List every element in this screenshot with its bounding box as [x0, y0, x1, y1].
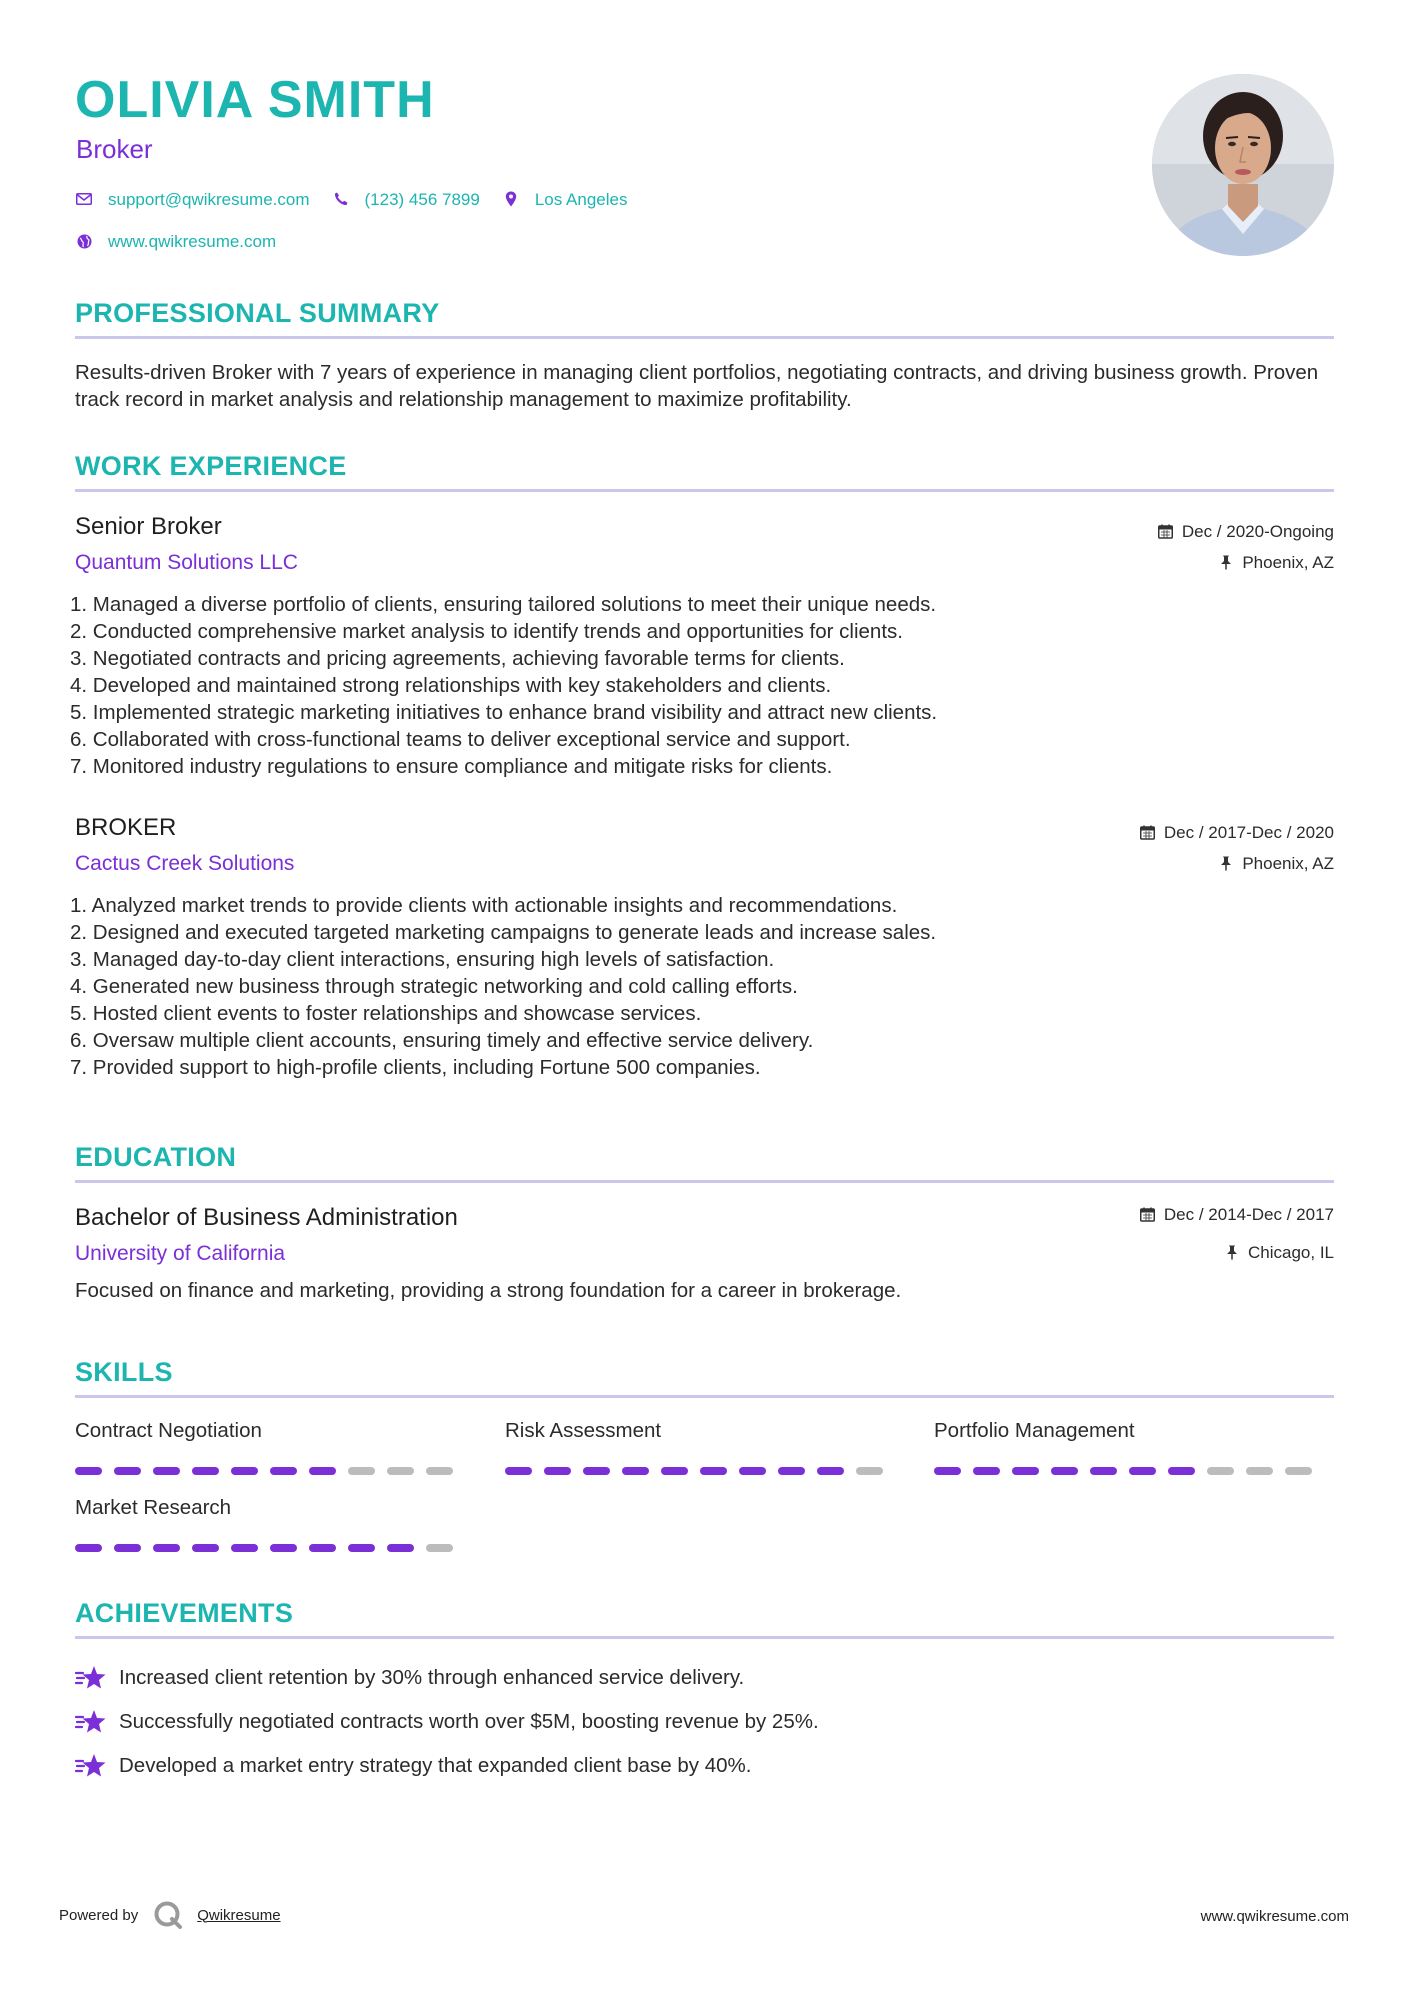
skill-name: Market Research [75, 1496, 232, 1519]
skill-level-segment [231, 1467, 258, 1475]
skill-level-segment [661, 1467, 688, 1475]
job-location-text: Phoenix, AZ [1242, 854, 1334, 873]
skill-level-segment [1285, 1467, 1312, 1475]
skill-level-segment [1246, 1467, 1273, 1475]
summary-heading: PROFESSIONAL SUMMARY [75, 298, 440, 328]
achievement-item [75, 1752, 751, 1780]
skill-level-segment [739, 1467, 766, 1475]
job-location-text: Phoenix, AZ [1242, 553, 1334, 572]
school-name: University of California [75, 1242, 286, 1265]
section-divider [75, 489, 1334, 492]
job-dates-text: Dec / 2017-Dec / 2020 [1163, 823, 1334, 842]
globe-icon [75, 232, 93, 250]
section-divider [75, 1636, 1334, 1639]
candidate-name: OLIVIA SMITH [75, 71, 435, 129]
section-divider [75, 336, 1334, 339]
skill-level-segment [1129, 1467, 1156, 1475]
list-item: 5. Implemented strategic marketing initiatives to enhance brand visibility and attract new clients. [70, 701, 938, 724]
list-item: 6. Oversaw multiple client accounts, ensuring timely and effective service delivery. [70, 1029, 814, 1052]
list-item: 2. Designed and executed targeted marketing campaigns to generate leads and increase sales. [70, 921, 937, 944]
profile-photo [1152, 74, 1334, 256]
education-heading: EDUCATION [75, 1142, 237, 1172]
skill-level-segment [505, 1467, 532, 1475]
contact-row [75, 190, 649, 208]
footer-powered-by [59, 1900, 281, 1930]
skill-name: Portfolio Management [934, 1419, 1135, 1442]
skills-heading: SKILLS [75, 1357, 173, 1387]
star-icon [75, 1752, 107, 1780]
skill-level-segment [387, 1467, 414, 1475]
list-item: 2. Conducted comprehensive market analysis to identify trends and opportunities for clients. [70, 620, 903, 643]
achievement-item [75, 1664, 744, 1692]
list-item: 1. Managed a diverse portfolio of clients, ensuring tailored solutions to meet their unique needs. [70, 593, 937, 616]
location-text: Los Angeles [534, 189, 628, 209]
pushpin-icon [1218, 555, 1234, 571]
summary-text: Results-driven Broker with 7 years of experience in managing client portfolios, negotiating contracts, and driving business growth. Proven track record in market analysis and relationship management to maximize profitability. [75, 361, 1319, 411]
skill-level-segment [114, 1467, 141, 1475]
skill-level-segment [270, 1544, 297, 1552]
website-link[interactable]: www.qwikresume.com [108, 231, 277, 251]
skill-level-segment [934, 1467, 961, 1475]
skill-level-segment [309, 1467, 336, 1475]
job-title: BROKER [75, 814, 177, 841]
phone-icon [332, 190, 350, 208]
skill-level-segment [544, 1467, 571, 1475]
achievement-text: Developed a market entry strategy that expanded client base by 40%. [119, 1753, 752, 1777]
job-bullets [70, 591, 1270, 780]
skill-level-segment [192, 1544, 219, 1552]
list-item: 3. Negotiated contracts and pricing agreements, achieving favorable terms for clients. [70, 647, 845, 670]
company-name: Quantum Solutions LLC [75, 551, 298, 574]
job-dates [1140, 824, 1334, 841]
skill-level-segment [348, 1544, 375, 1552]
skill-level-segment [75, 1467, 102, 1475]
skill-level-bar [934, 1467, 1312, 1475]
list-item: 7. Monitored industry regulations to ensure compliance and mitigate risks for clients. [70, 755, 833, 778]
skill-level-segment [622, 1467, 649, 1475]
list-item: 7. Provided support to high-profile clients, including Fortune 500 companies. [70, 1056, 761, 1079]
skill-level-segment [348, 1467, 375, 1475]
star-icon [75, 1664, 107, 1692]
skill-level-segment [700, 1467, 727, 1475]
job-location [1218, 554, 1334, 571]
qwikresume-link[interactable]: Qwikresume [197, 1906, 281, 1924]
company-name: Cactus Creek Solutions [75, 852, 295, 875]
education-dates [1140, 1206, 1334, 1223]
education-location [1224, 1244, 1334, 1261]
education-description: Focused on finance and marketing, providing a strong foundation for a career in brokerage. [75, 1279, 902, 1302]
list-item: 4. Developed and maintained strong relationships with key stakeholders and clients. [70, 674, 832, 697]
skill-level-segment [192, 1467, 219, 1475]
section-divider [75, 1180, 1334, 1183]
skill-level-segment [856, 1467, 883, 1475]
section-divider [75, 1395, 1334, 1398]
skill-level-segment [426, 1544, 453, 1552]
list-item: 1. Analyzed market trends to provide clients with actionable insights and recommendations. [70, 894, 898, 917]
candidate-role: Broker [76, 134, 153, 164]
job-location [1218, 855, 1334, 872]
skill-level-segment [153, 1467, 180, 1475]
powered-by-label: Powered by [59, 1906, 139, 1924]
skill-level-bar [505, 1467, 883, 1475]
education-dates-text: Dec / 2014-Dec / 2017 [1163, 1205, 1334, 1224]
job-dates [1158, 523, 1334, 540]
skill-level-segment [270, 1467, 297, 1475]
job-title: Senior Broker [75, 513, 222, 540]
pushpin-icon [1218, 856, 1234, 872]
list-item: 3. Managed day-to-day client interactions, ensuring high levels of satisfaction. [70, 948, 775, 971]
website-row [75, 232, 298, 250]
calendar-icon [1140, 1207, 1156, 1223]
achievement-text: Increased client retention by 30% through enhanced service delivery. [119, 1665, 745, 1689]
skill-level-segment [1168, 1467, 1195, 1475]
skill-name: Risk Assessment [505, 1419, 662, 1442]
list-item: 5. Hosted client events to foster relationships and showcase services. [70, 1002, 702, 1025]
job-bullets [70, 892, 1270, 1081]
skill-level-segment [231, 1544, 258, 1552]
map-pin-icon [502, 190, 520, 208]
calendar-icon [1140, 825, 1156, 841]
skill-level-segment [387, 1544, 414, 1552]
phone-number[interactable]: (123) 456 7899 [364, 189, 480, 209]
skill-level-segment [1012, 1467, 1039, 1475]
achievement-item [75, 1708, 819, 1736]
skill-level-bar [75, 1544, 453, 1552]
education-location-text: Chicago, IL [1248, 1243, 1334, 1262]
skill-level-segment [1090, 1467, 1117, 1475]
degree-title: Bachelor of Business Administration [75, 1204, 458, 1231]
skill-level-segment [114, 1544, 141, 1552]
footer-url[interactable]: www.qwikresume.com [1200, 1908, 1349, 1925]
job-dates-text: Dec / 2020-Ongoing [1181, 522, 1334, 541]
envelope-icon [75, 190, 93, 208]
skill-name: Contract Negotiation [75, 1419, 262, 1442]
achievements-heading: ACHIEVEMENTS [75, 1598, 294, 1628]
skill-level-segment [153, 1544, 180, 1552]
skill-level-bar [75, 1467, 453, 1475]
skill-level-segment [583, 1467, 610, 1475]
skill-level-segment [817, 1467, 844, 1475]
skill-level-segment [309, 1544, 336, 1552]
star-icon [75, 1708, 107, 1736]
skill-level-segment [973, 1467, 1000, 1475]
skill-level-segment [426, 1467, 453, 1475]
skill-level-segment [1207, 1467, 1234, 1475]
calendar-icon [1158, 524, 1174, 540]
skill-level-segment [778, 1467, 805, 1475]
qwikresume-logo-icon [153, 1900, 183, 1930]
pushpin-icon [1224, 1245, 1240, 1261]
achievement-text: Successfully negotiated contracts worth over $5M, boosting revenue by 25%. [119, 1709, 819, 1733]
list-item: 4. Generated new business through strategic networking and cold calling efforts. [70, 975, 798, 998]
skill-level-segment [1051, 1467, 1078, 1475]
list-item: 6. Collaborated with cross-functional teams to deliver exceptional service and support. [70, 728, 851, 751]
email-link[interactable]: support@qwikresume.com [108, 189, 310, 209]
skill-level-segment [75, 1544, 102, 1552]
experience-heading: WORK EXPERIENCE [75, 451, 347, 481]
